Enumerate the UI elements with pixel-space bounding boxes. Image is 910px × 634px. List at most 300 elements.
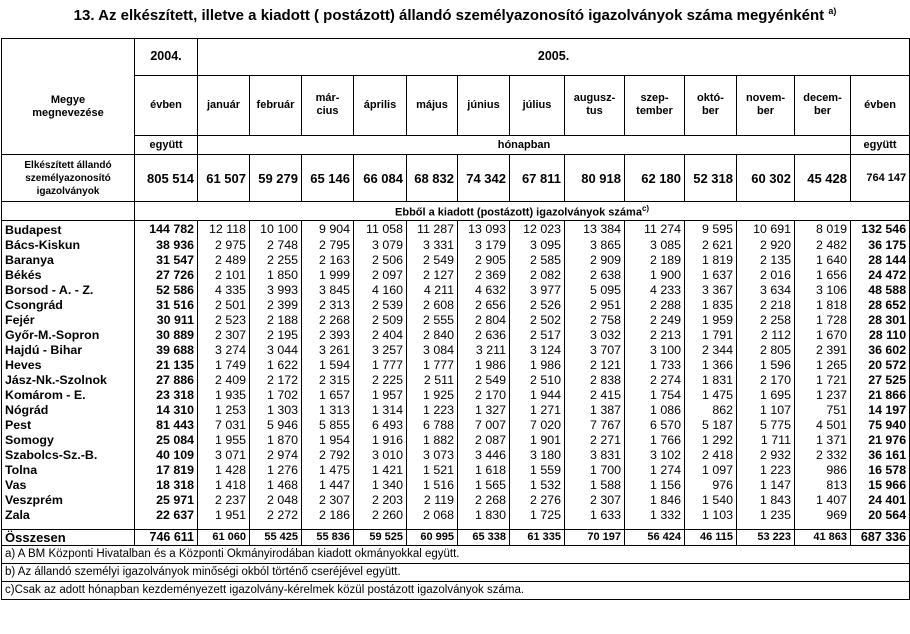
table-cell: 2 097	[354, 268, 407, 283]
table-cell: 3 032	[565, 328, 625, 343]
table-cell: 25 084	[135, 433, 198, 448]
table-cell: 17 819	[135, 463, 198, 478]
month-label-cont: ber	[701, 105, 720, 118]
total-label: Összesen	[2, 529, 135, 545]
footnote-text: a) A BM Központi Hivatalban és a Központi Okmányirodában kiadott okmányokkal együtt.	[2, 545, 910, 563]
county-name: Hajdú - Bihar	[2, 343, 135, 358]
table-cell: 28 144	[851, 253, 910, 268]
table-cell: 2 082	[510, 268, 565, 283]
table-cell: 1 237	[795, 388, 851, 403]
table-cell: 1 791	[685, 328, 737, 343]
table-cell: 1 925	[407, 388, 458, 403]
table-cell: 1 292	[685, 433, 737, 448]
table-cell: 1 819	[685, 253, 737, 268]
elkeszitett-value: 59 279	[250, 155, 302, 202]
table-cell: 3 261	[302, 343, 354, 358]
table-cell: 2 526	[510, 298, 565, 313]
table-cell: 10 691	[737, 220, 795, 238]
table-cell: 3 179	[458, 238, 510, 253]
county-name: Zala	[2, 508, 135, 523]
table-cell: 52 586	[135, 283, 198, 298]
table-cell: 7 007	[458, 418, 510, 433]
table-cell: 2 101	[198, 268, 250, 283]
county-name: Tolna	[2, 463, 135, 478]
table-row	[2, 283, 910, 298]
table-cell: 1 637	[685, 268, 737, 283]
table-cell: 2 276	[510, 493, 565, 508]
table-cell: 144 782	[135, 220, 198, 238]
table-cell: 14 197	[851, 403, 910, 418]
table-cell: 2 068	[407, 508, 458, 523]
table-cell: 2 203	[354, 493, 407, 508]
header-row-years	[2, 39, 910, 76]
table-cell: 2 509	[354, 313, 407, 328]
table-cell: 2 409	[198, 373, 250, 388]
table-cell: 2 135	[737, 253, 795, 268]
table-cell: 3 993	[250, 283, 302, 298]
month-header-1	[198, 75, 250, 135]
table-cell: 3 331	[407, 238, 458, 253]
table-cell: 28 301	[851, 313, 910, 328]
month-header-10	[685, 75, 737, 135]
table-cell: 1 986	[458, 358, 510, 373]
table-cell: 14 310	[135, 403, 198, 418]
table-row	[2, 478, 910, 493]
table-cell: 2 332	[795, 448, 851, 463]
subheader-text: Ebből a kiadott (postázott) igazolványok száma	[395, 206, 642, 219]
table-cell: 1 327	[458, 403, 510, 418]
table-cell: 4 211	[407, 283, 458, 298]
elkeszitett-value: 66 084	[354, 155, 407, 202]
total-value: 687 336	[851, 529, 910, 545]
table-cell: 1 702	[250, 388, 302, 403]
page-title	[0, 6, 910, 24]
table-cell: 3 707	[565, 343, 625, 358]
table-cell: 3 446	[458, 448, 510, 463]
table-cell: 2 393	[302, 328, 354, 343]
subheader-cell	[135, 202, 910, 221]
table-cell: 2 255	[250, 253, 302, 268]
table-cell: 1 103	[685, 508, 737, 523]
table-cell: 1 955	[198, 433, 250, 448]
total-value: 65 338	[458, 529, 510, 545]
year-2005-header: 2005.	[198, 39, 910, 76]
table-cell: 39 688	[135, 343, 198, 358]
title-text: 13. Az elkészített, illetve a kiadott ( postázott) állandó személyazonosító igazolványok száma megyénként	[73, 7, 825, 24]
table-cell: 13 384	[565, 220, 625, 238]
table-cell: 1 387	[565, 403, 625, 418]
table-cell: 3 071	[198, 448, 250, 463]
table-cell: 1 870	[250, 433, 302, 448]
table-cell: 1 314	[354, 403, 407, 418]
table-cell: 2 932	[737, 448, 795, 463]
total-value: 61 060	[198, 529, 250, 545]
table-cell: 1 265	[795, 358, 851, 373]
table-cell: 1 097	[685, 463, 737, 478]
elkeszitett-value: 62 180	[625, 155, 685, 202]
month-label: június	[467, 98, 500, 111]
table-row	[2, 508, 910, 523]
table-cell: 2 391	[795, 343, 851, 358]
table-cell: 2 795	[302, 238, 354, 253]
county-name: Fejér	[2, 313, 135, 328]
table-cell: 81 443	[135, 418, 198, 433]
table-cell: 21 866	[851, 388, 910, 403]
elkeszitett-label: személyazonosító	[25, 172, 111, 184]
table-cell: 2 399	[250, 298, 302, 313]
county-name: Borsod - A. - Z.	[2, 283, 135, 298]
table-cell: 1 657	[302, 388, 354, 403]
table-cell: 1 366	[685, 358, 737, 373]
table-cell: 3 367	[685, 283, 737, 298]
table-cell: 28 110	[851, 328, 910, 343]
table-cell: 986	[795, 463, 851, 478]
footnote-text: c)Csak az adott hónapban kezdeményezett igazolvány-kérelmek közül postázott igazolványok száma.	[2, 581, 910, 599]
table-cell: 2 555	[407, 313, 458, 328]
table-cell: 2 237	[198, 493, 250, 508]
table-row	[2, 358, 910, 373]
table-cell: 5 946	[250, 418, 302, 433]
table-cell: 2 511	[407, 373, 458, 388]
table-cell: 2 170	[458, 388, 510, 403]
table-cell: 3 084	[407, 343, 458, 358]
table-cell: 2 288	[625, 298, 685, 313]
table-cell: 2 170	[737, 373, 795, 388]
table-cell: 30 911	[135, 313, 198, 328]
table-cell: 1 274	[625, 463, 685, 478]
county-name: Jász-Nk.-Szolnok	[2, 373, 135, 388]
month-label-cont: ber	[813, 105, 832, 118]
total-value: 53 223	[737, 529, 795, 545]
table-cell: 2 307	[198, 328, 250, 343]
table-cell: 2 482	[795, 238, 851, 253]
table-row	[2, 373, 910, 388]
table-cell: 1 935	[198, 388, 250, 403]
table-cell: 2 951	[565, 298, 625, 313]
evben-2004-header: évben	[135, 75, 198, 135]
table-cell: 2 369	[458, 268, 510, 283]
month-header-3	[302, 75, 354, 135]
table-cell: 3 095	[510, 238, 565, 253]
table-row	[2, 433, 910, 448]
table-cell: 1 428	[198, 463, 250, 478]
footnote-row	[2, 563, 910, 581]
table-cell: 5 187	[685, 418, 737, 433]
table-cell: 2 218	[737, 298, 795, 313]
table-cell: 25 971	[135, 493, 198, 508]
table-cell: 2 502	[510, 313, 565, 328]
table-cell: 4 632	[458, 283, 510, 298]
month-header-5	[407, 75, 458, 135]
table-cell: 1 640	[795, 253, 851, 268]
table-cell: 7 031	[198, 418, 250, 433]
table-cell: 1 147	[737, 478, 795, 493]
table-cell: 24 401	[851, 493, 910, 508]
elkeszitett-value: 67 811	[510, 155, 565, 202]
table-cell: 1 835	[685, 298, 737, 313]
total-value: 70 197	[565, 529, 625, 545]
county-name: Békés	[2, 268, 135, 283]
table-cell: 7 767	[565, 418, 625, 433]
elkeszitett-value: 61 507	[198, 155, 250, 202]
table-cell: 11 058	[354, 220, 407, 238]
table-cell: 1 986	[510, 358, 565, 373]
table-cell: 1 421	[354, 463, 407, 478]
table-cell: 2 638	[565, 268, 625, 283]
table-cell: 2 344	[685, 343, 737, 358]
table-cell: 862	[685, 403, 737, 418]
table-cell: 38 936	[135, 238, 198, 253]
table-cell: 11 274	[625, 220, 685, 238]
month-label: július	[522, 98, 552, 111]
table-cell: 2 501	[198, 298, 250, 313]
table-cell: 3 010	[354, 448, 407, 463]
statistics-table	[1, 38, 910, 600]
table-cell: 813	[795, 478, 851, 493]
table-cell: 1 332	[625, 508, 685, 523]
table-cell: 1 957	[354, 388, 407, 403]
table-cell: 3 102	[625, 448, 685, 463]
table-cell: 1 475	[685, 388, 737, 403]
table-cell: 28 652	[851, 298, 910, 313]
table-cell: 2 975	[198, 238, 250, 253]
table-cell: 2 805	[737, 343, 795, 358]
table-cell: 1 728	[795, 313, 851, 328]
total-value: 56 424	[625, 529, 685, 545]
month-label-cont: tus	[586, 105, 603, 118]
county-name: Csongrád	[2, 298, 135, 313]
table-cell: 3 865	[565, 238, 625, 253]
month-label: novem-	[745, 92, 786, 105]
evben-2005-header: évben	[851, 75, 910, 135]
county-name: Bács-Kiskun	[2, 238, 135, 253]
table-cell: 3 977	[510, 283, 565, 298]
year-2004-header: 2004.	[135, 39, 198, 76]
table-cell: 1 253	[198, 403, 250, 418]
table-cell: 1 559	[510, 463, 565, 478]
table-row	[2, 493, 910, 508]
county-name: Vas	[2, 478, 135, 493]
elkeszitett-value: 74 342	[458, 155, 510, 202]
table-cell: 3 211	[458, 343, 510, 358]
table-cell: 2 249	[625, 313, 685, 328]
table-cell: 27 726	[135, 268, 198, 283]
table-cell: 3 124	[510, 343, 565, 358]
table-cell: 2 656	[458, 298, 510, 313]
table-row	[2, 403, 910, 418]
table-cell: 2 260	[354, 508, 407, 523]
county-name: Győr-M.-Sopron	[2, 328, 135, 343]
table-cell: 2 404	[354, 328, 407, 343]
table-cell: 10 100	[250, 220, 302, 238]
egyutt-2004-header: együtt	[135, 136, 198, 155]
table-cell: 1 954	[302, 433, 354, 448]
megye-label-line2: megnevezése	[32, 106, 104, 119]
table-cell: 1 749	[198, 358, 250, 373]
month-label: február	[256, 98, 295, 111]
table-cell: 2 121	[565, 358, 625, 373]
table-row	[2, 220, 910, 238]
table-cell: 132 546	[851, 220, 910, 238]
table-cell: 976	[685, 478, 737, 493]
table-cell: 1 313	[302, 403, 354, 418]
county-name: Heves	[2, 358, 135, 373]
table-cell: 2 792	[302, 448, 354, 463]
month-header-2	[250, 75, 302, 135]
table-row	[2, 313, 910, 328]
table-cell: 2 585	[510, 253, 565, 268]
table-cell: 1 725	[510, 508, 565, 523]
table-cell: 1 223	[407, 403, 458, 418]
table-cell: 1 850	[250, 268, 302, 283]
table-cell: 969	[795, 508, 851, 523]
county-name: Budapest	[2, 220, 135, 238]
table-cell: 1 999	[302, 268, 354, 283]
table-cell: 1 086	[625, 403, 685, 418]
table-cell: 1 516	[407, 478, 458, 493]
elkeszitett-label: Elkészített állandó	[24, 159, 112, 171]
table-cell: 21 976	[851, 433, 910, 448]
table-cell: 31 516	[135, 298, 198, 313]
table-cell: 2 268	[458, 493, 510, 508]
table-row	[2, 463, 910, 478]
table-cell: 2 758	[565, 313, 625, 328]
table-cell: 2 489	[198, 253, 250, 268]
table-cell: 2 636	[458, 328, 510, 343]
table-cell: 3 085	[625, 238, 685, 253]
table-cell: 2 127	[407, 268, 458, 283]
table-cell: 36 175	[851, 238, 910, 253]
table-cell: 2 517	[510, 328, 565, 343]
honapban-header: hónapban	[198, 136, 851, 155]
table-cell: 75 940	[851, 418, 910, 433]
table-cell: 2 510	[510, 373, 565, 388]
table-cell: 1 818	[795, 298, 851, 313]
header-row-months	[2, 75, 910, 135]
table-cell: 2 415	[565, 388, 625, 403]
table-cell: 3 634	[737, 283, 795, 298]
month-label: augusz-	[573, 92, 616, 105]
table-cell: 2 119	[407, 493, 458, 508]
table-cell: 27 886	[135, 373, 198, 388]
table-cell: 31 547	[135, 253, 198, 268]
table-cell: 1 475	[302, 463, 354, 478]
month-label: szep-	[640, 92, 669, 105]
egyutt-2005-header: együtt	[851, 136, 910, 155]
elkeszitett-label: igazolványok	[36, 185, 100, 197]
table-cell: 2 189	[625, 253, 685, 268]
total-value: 746 611	[135, 529, 198, 545]
total-value: 59 525	[354, 529, 407, 545]
month-label-cont: tember	[636, 105, 673, 118]
table-cell: 2 307	[565, 493, 625, 508]
table-cell: 1 843	[737, 493, 795, 508]
table-row	[2, 268, 910, 283]
elkeszitett-value: 764 147	[851, 155, 910, 202]
table-cell: 16 578	[851, 463, 910, 478]
table-cell: 1 156	[625, 478, 685, 493]
table-cell: 3 073	[407, 448, 458, 463]
table-cell: 2 506	[354, 253, 407, 268]
table-cell: 1 700	[565, 463, 625, 478]
table-cell: 1 831	[685, 373, 737, 388]
table-cell: 1 340	[354, 478, 407, 493]
title-footnote-mark: a)	[828, 6, 837, 16]
table-cell: 2 621	[685, 238, 737, 253]
table-cell: 1 622	[250, 358, 302, 373]
table-cell: 20 572	[851, 358, 910, 373]
table-cell: 5 095	[565, 283, 625, 298]
table-cell: 751	[795, 403, 851, 418]
month-label: már-	[315, 92, 340, 105]
table-cell: 1 711	[737, 433, 795, 448]
table-cell: 1 447	[302, 478, 354, 493]
table-cell: 1 670	[795, 328, 851, 343]
total-value: 55 425	[250, 529, 302, 545]
month-header-4	[354, 75, 407, 135]
month-label: május	[416, 98, 448, 111]
county-name: Baranya	[2, 253, 135, 268]
table-cell: 2 213	[625, 328, 685, 343]
month-label: decem-	[803, 92, 842, 105]
table-cell: 1 695	[737, 388, 795, 403]
month-label: októ-	[697, 92, 724, 105]
table-cell: 36 602	[851, 343, 910, 358]
elkeszitett-value: 80 918	[565, 155, 625, 202]
table-cell: 21 135	[135, 358, 198, 373]
month-header-7	[510, 75, 565, 135]
table-row	[2, 388, 910, 403]
month-label-cont: cius	[316, 105, 339, 118]
table-cell: 22 637	[135, 508, 198, 523]
table-cell: 1 766	[625, 433, 685, 448]
table-cell: 11 287	[407, 220, 458, 238]
month-header-9	[625, 75, 685, 135]
table-cell: 1 901	[510, 433, 565, 448]
elkeszitett-value: 68 832	[407, 155, 458, 202]
table-cell: 2 163	[302, 253, 354, 268]
county-name: Nógrád	[2, 403, 135, 418]
table-cell: 1 951	[198, 508, 250, 523]
table-cell: 2 838	[565, 373, 625, 388]
elkeszitett-label-cell	[2, 155, 135, 202]
table-cell: 2 225	[354, 373, 407, 388]
table-cell: 1 882	[407, 433, 458, 448]
total-value: 60 995	[407, 529, 458, 545]
table-cell: 2 315	[302, 373, 354, 388]
table-cell: 2 840	[407, 328, 458, 343]
table-cell: 1 521	[407, 463, 458, 478]
header-row-units	[2, 136, 910, 155]
table-cell: 1 633	[565, 508, 625, 523]
table-cell: 1 733	[625, 358, 685, 373]
table-cell: 1 777	[354, 358, 407, 373]
table-cell: 40 109	[135, 448, 198, 463]
table-cell: 2 258	[737, 313, 795, 328]
county-name: Pest	[2, 418, 135, 433]
table-cell: 2 920	[737, 238, 795, 253]
elkeszitett-value: 805 514	[135, 155, 198, 202]
table-cell: 3 180	[510, 448, 565, 463]
table-row	[2, 343, 910, 358]
table-cell: 1 107	[737, 403, 795, 418]
table-cell: 1 418	[198, 478, 250, 493]
table-cell: 12 023	[510, 220, 565, 238]
table-row	[2, 448, 910, 463]
county-name: Komárom - E.	[2, 388, 135, 403]
table-cell: 2 748	[250, 238, 302, 253]
subheader-footnote-mark: c)	[641, 204, 650, 213]
